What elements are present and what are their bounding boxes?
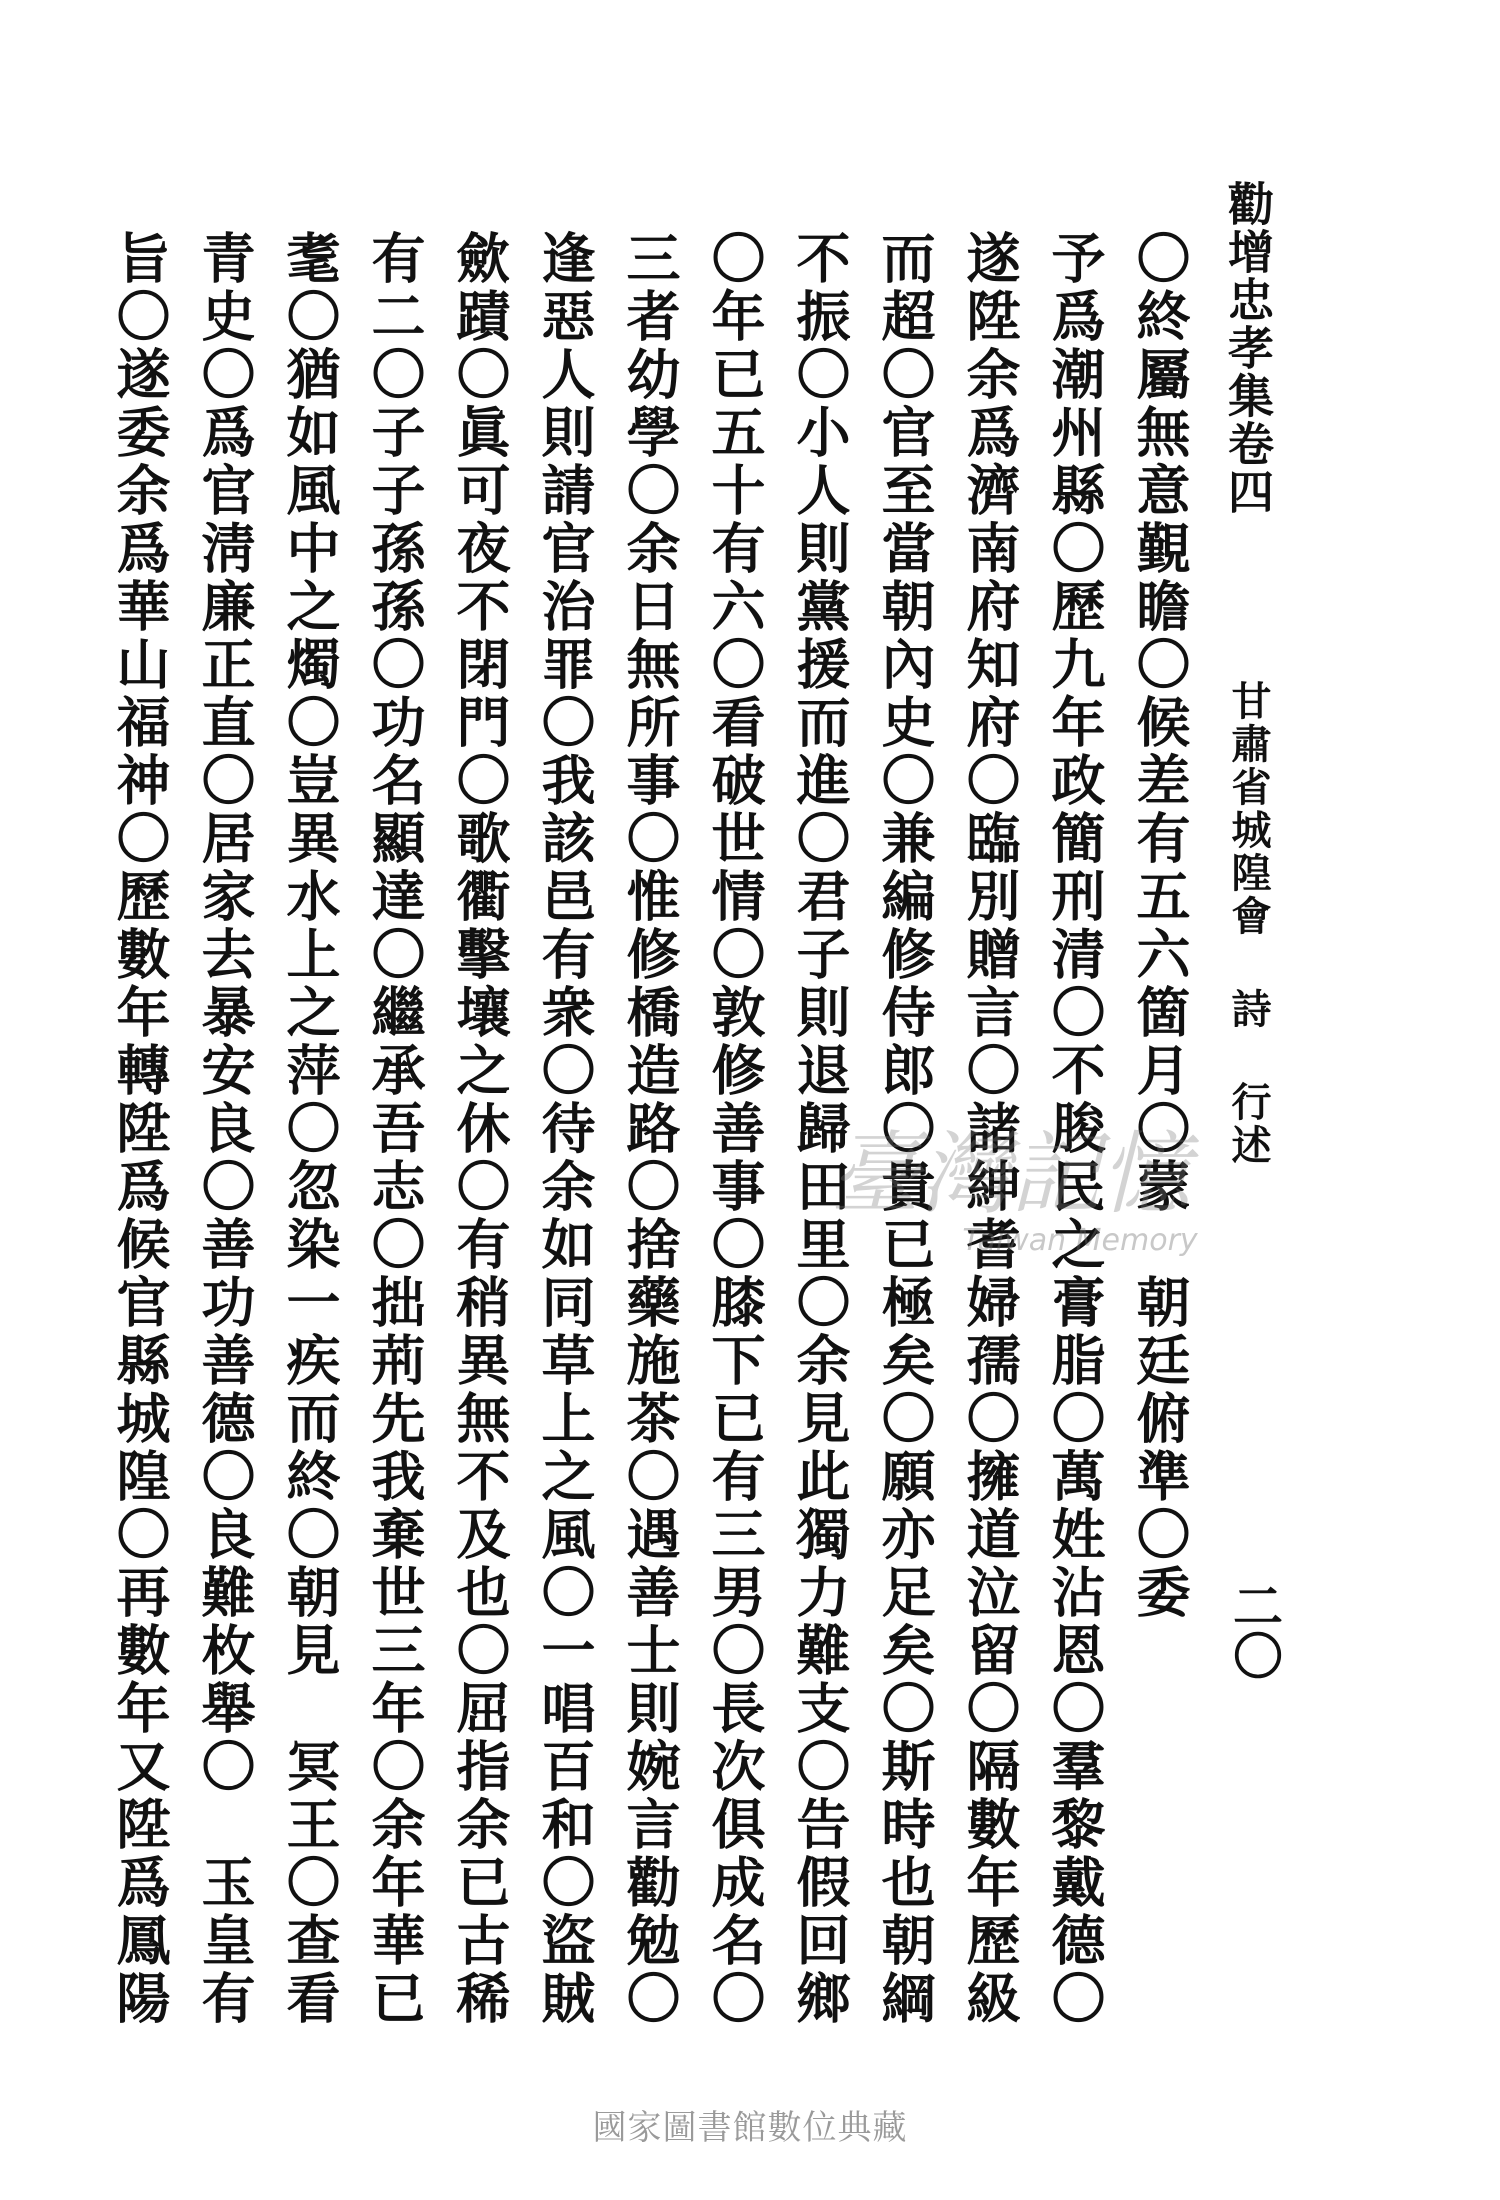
watermark-subtext: Taiwan Memory — [962, 1223, 1198, 1258]
book-title: 勸增忠孝集卷四 — [1221, 180, 1275, 516]
text-column-10: 有二〇子子孫孫〇功名顯達〇繼承吾志〇拙荊先我棄世三年〇余年華已 — [363, 230, 427, 2028]
watermark-text: 臺灣記憶 — [830, 1122, 1190, 1227]
text-column-4: 而超〇官至當朝內史〇兼編修侍郎〇貴已極矣〇願亦足矣〇斯時也朝綱 — [873, 230, 937, 2028]
text-column-2: 予爲潮州縣〇歷九年政簡刑清〇不朘民之膏脂〇萬姓沾恩〇羣黎戴德〇 — [1043, 230, 1107, 2028]
text-column-9: 歛蹟〇眞可夜不閉門〇歌衢擊壤之休〇有稍異無不及也〇屈指余已古稀 — [448, 230, 512, 2028]
section-title: 甘肅省城隍會 詩 行述 — [1225, 680, 1272, 1167]
text-column-5: 不振〇小人則黨援而進〇君子則退歸田里〇余見此獨力難支〇告假回鄉 — [788, 230, 852, 2028]
text-column-3: 遂陞余爲濟南府知府〇臨別贈言〇諸紳耆婦孺〇擁道泣留〇隔數年歷級 — [958, 230, 1022, 2028]
page-number: 二〇 — [1225, 1580, 1284, 1680]
text-column-7: 三者幼學〇余日無所事〇惟修橋造路〇捨藥施茶〇遇善士則婉言勸勉〇 — [618, 230, 682, 2028]
footer-credit: 國家圖書館數位典藏 — [592, 2108, 908, 2148]
taiwan-memory-watermark — [750, 1120, 1270, 1270]
text-column-11: 耄〇猶如風中之燭〇豈異水上之萍〇忽染一疾而終〇朝見 冥王〇查看 — [278, 230, 342, 2028]
text-column-13: 旨〇遂委余爲華山福神〇歷數年轉陞爲候官縣城隍〇再數年又陞爲鳳陽 — [108, 230, 172, 2028]
text-column-1: 〇終屬無意覲瞻〇候差有五六箇月〇蒙 朝廷俯準〇委 — [1128, 230, 1192, 1622]
text-column-6: 〇年已五十有六〇看破世情〇敦修善事〇膝下已有三男〇長次俱成名〇 — [703, 230, 767, 2028]
text-column-12: 青史〇爲官淸廉正直〇居家去暴安良〇善功善德〇良難枚舉〇 玉皇有 — [193, 230, 257, 2028]
text-column-8: 逢惡人則請官治罪〇我該邑有衆〇待余如同草上之風〇一唱百和〇盜賊 — [533, 230, 597, 2028]
